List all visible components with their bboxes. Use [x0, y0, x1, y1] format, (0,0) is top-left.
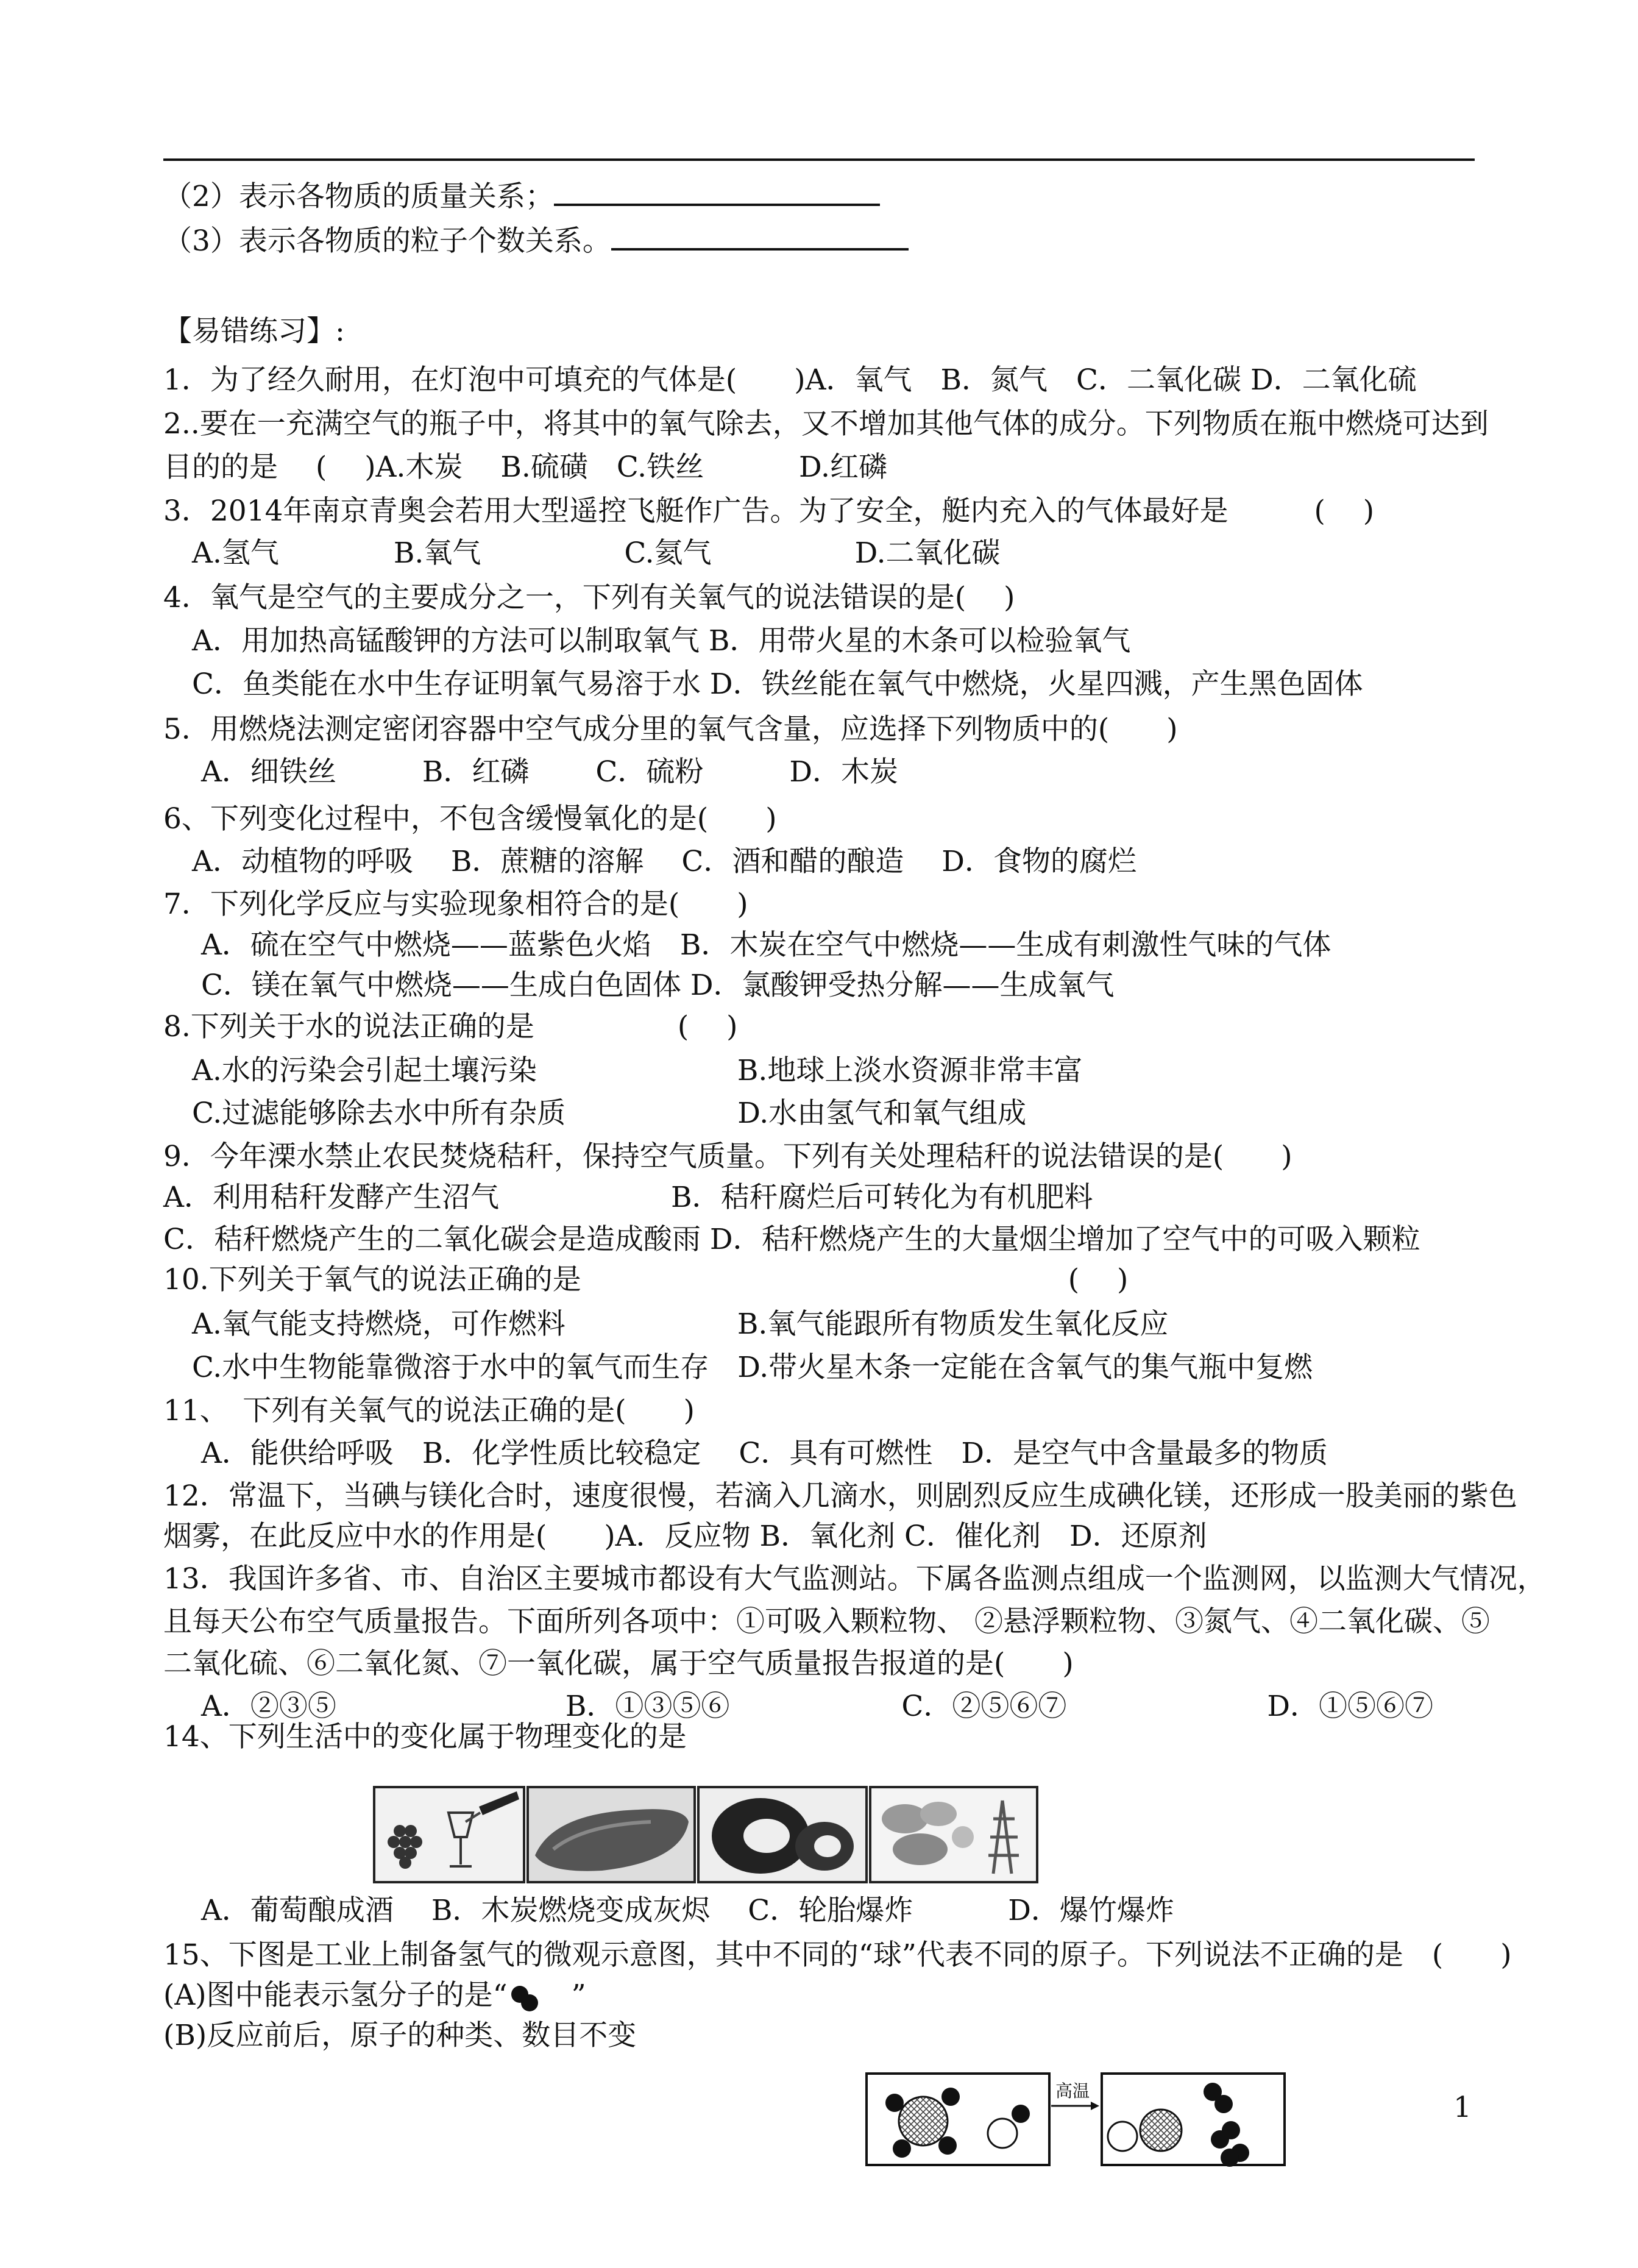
- question-line: 3．2014年南京青奥会若用大型遥控飞艇作广告。为了安全，艇内充入的气体最好是 ( ): [163, 494, 1375, 528]
- hydrogen-molecule-icon: [508, 1982, 543, 2013]
- q14-options: A．葡萄酿成酒 B．木炭燃烧变成灰烬 C．轮胎爆炸 D．爆竹爆炸: [163, 1894, 1174, 1927]
- q15-option-a: (A)图中能表示氢分子的是“ ”: [163, 1978, 586, 2012]
- header-rule: [163, 158, 1475, 161]
- question-line: 12．常温下，当碘与镁化合时，速度很慢，若滴入几滴水，则剧烈反应生成碘化镁，还形成一股美丽的紫色: [163, 1479, 1517, 1513]
- q14-title: 14、下列生活中的变化属于物理变化的是: [163, 1720, 687, 1754]
- answer-blank: [611, 221, 909, 251]
- question-line: A．动植物的呼吸 B．蔗糖的溶解 C．酒和醋的酿造 D．食物的腐烂: [163, 845, 1136, 878]
- question-line: 烟雾，在此反应中水的作用是( )A．反应物 B．氧化剂 C．催化剂 D．还原剂: [163, 1520, 1207, 1553]
- question-line: C．鱼类能在水中生存证明氧气易溶于水 D．铁丝能在氧气中燃烧，火星四溅，产生黑色固体: [163, 667, 1363, 701]
- q15-option-b: (B)反应前后，原子的种类、数目不变: [163, 2019, 637, 2052]
- reaction-diagram: [865, 2060, 1292, 2170]
- question-line: 8.下列关于水的说法正确的是 ( ): [163, 1010, 738, 1043]
- question-line: A．利用秸秆发酵产生沼气 B．秸秆腐烂后可转化为有机肥料: [163, 1181, 1093, 1214]
- reaction-condition-label: 高温: [1055, 2081, 1090, 2101]
- question-line: C.过滤能够除去水中所有杂质 D.水由氢气和氧气组成: [163, 1097, 1027, 1130]
- question-line: C.水中生物能靠微溶于水中的氧气而生存 D.带火星木条一定能在含氧气的集气瓶中复燃: [163, 1351, 1313, 1384]
- answer-blank: [554, 177, 880, 206]
- question-line: 10.下列关于氧气的说法正确的是 ( ): [163, 1263, 1129, 1296]
- question-line: 5．用燃烧法测定密闭容器中空气成分里的氧气含量，应选择下列物质中的( ): [163, 713, 1178, 746]
- section-title: 【易错练习】:: [163, 315, 345, 348]
- question-line: A．②③⑤ B．①③⑤⑥ C．②⑤⑥⑦ D．①⑤⑥⑦: [163, 1690, 1434, 1723]
- page-number: 1: [1453, 2091, 1472, 2124]
- question-line: 二氧化硫、⑥二氧化氮、⑦一氧化碳，属于空气质量报告报道的是( ): [163, 1647, 1074, 1680]
- grape-wine-image: [373, 1786, 525, 1883]
- question-line: A.水的污染会引起土壤污染 B.地球上淡水资源非常丰富: [163, 1054, 1083, 1087]
- q15-title: 15、下图是工业上制备氢气的微观示意图，其中不同的“球”代表不同的原子。下列说法不正确的是 ( ): [163, 1938, 1512, 1972]
- question-line: 11、 下列有关氧气的说法正确的是( ): [163, 1394, 695, 1427]
- question-line: A．硫在空气中燃烧——蓝紫色火焰 B．木炭在空气中燃烧——生成有刺激性气味的气体: [163, 928, 1331, 962]
- question-line: 6、下列变化过程中，不包含缓慢氧化的是( ): [163, 802, 777, 836]
- question-line: 目的的是 ( )A.木炭 B.硫磺 C.铁丝 D.红磷: [163, 450, 887, 484]
- question-line: C．镁在氧气中燃烧——生成白色固体 D．氯酸钾受热分解——生成氧气: [163, 969, 1115, 1002]
- q-intro-2: （2）表示各物质的质量关系；: [163, 177, 880, 215]
- question-line: 4．氧气是空气的主要成分之一，下列有关氧气的说法错误的是( ): [163, 581, 1015, 614]
- question-line: A．用加热高锰酸钾的方法可以制取氧气 B．用带火星的木条可以检验氧气: [163, 624, 1131, 658]
- charcoal-image: [526, 1786, 696, 1883]
- question-line: 9．今年溧水禁止农民焚烧秸秆，保持空气质量。下列有关处理秸秆的说法错误的是( ): [163, 1140, 1292, 1173]
- question-line: A．能供给呼吸 B．化学性质比较稳定 C．具有可燃性 D．是空气中含量最多的物质: [163, 1437, 1328, 1470]
- question-line: 13．我国许多省、市、自治区主要城市都设有大气监测站。下属各监测点组成一个监测网，以监测大气情况，: [163, 1562, 1546, 1596]
- question-line: 且每天公布空气质量报告。下面所列各项中：①可吸入颗粒物、 ②悬浮颗粒物、③氮气、④二氧化碳、⑤: [163, 1605, 1490, 1638]
- question-line: 1．为了经久耐用，在灯泡中可填充的气体是( )A．氧气 B．氮气 C．二氧化碳 D．二氧化硫: [163, 363, 1417, 397]
- question-line: A.氧气能支持燃烧，可作燃料 B.氧气能跟所有物质发生氧化反应: [163, 1307, 1169, 1341]
- question-line: 7．下列化学反应与实验现象相符合的是( ): [163, 887, 748, 921]
- question-line: 2..要在一充满空气的瓶子中，将其中的氧气除去，又不增加其他气体的成分。下列物质在瓶中燃烧可达到: [163, 407, 1489, 441]
- tire-image: [697, 1786, 868, 1883]
- q-intro-3: （3）表示各物质的粒子个数关系。: [163, 221, 909, 260]
- firecracker-image: [869, 1786, 1038, 1883]
- question-line: A.氢气 B.氧气 C.氦气 D.二氧化碳: [163, 536, 1001, 570]
- question-line: C．秸秆燃烧产生的二氧化碳会是造成酸雨 D．秸秆燃烧产生的大量烟尘增加了空气中的可吸入颗粒: [163, 1223, 1420, 1256]
- question-line: A．细铁丝 B．红磷 C．硫粉 D．木炭: [163, 755, 899, 789]
